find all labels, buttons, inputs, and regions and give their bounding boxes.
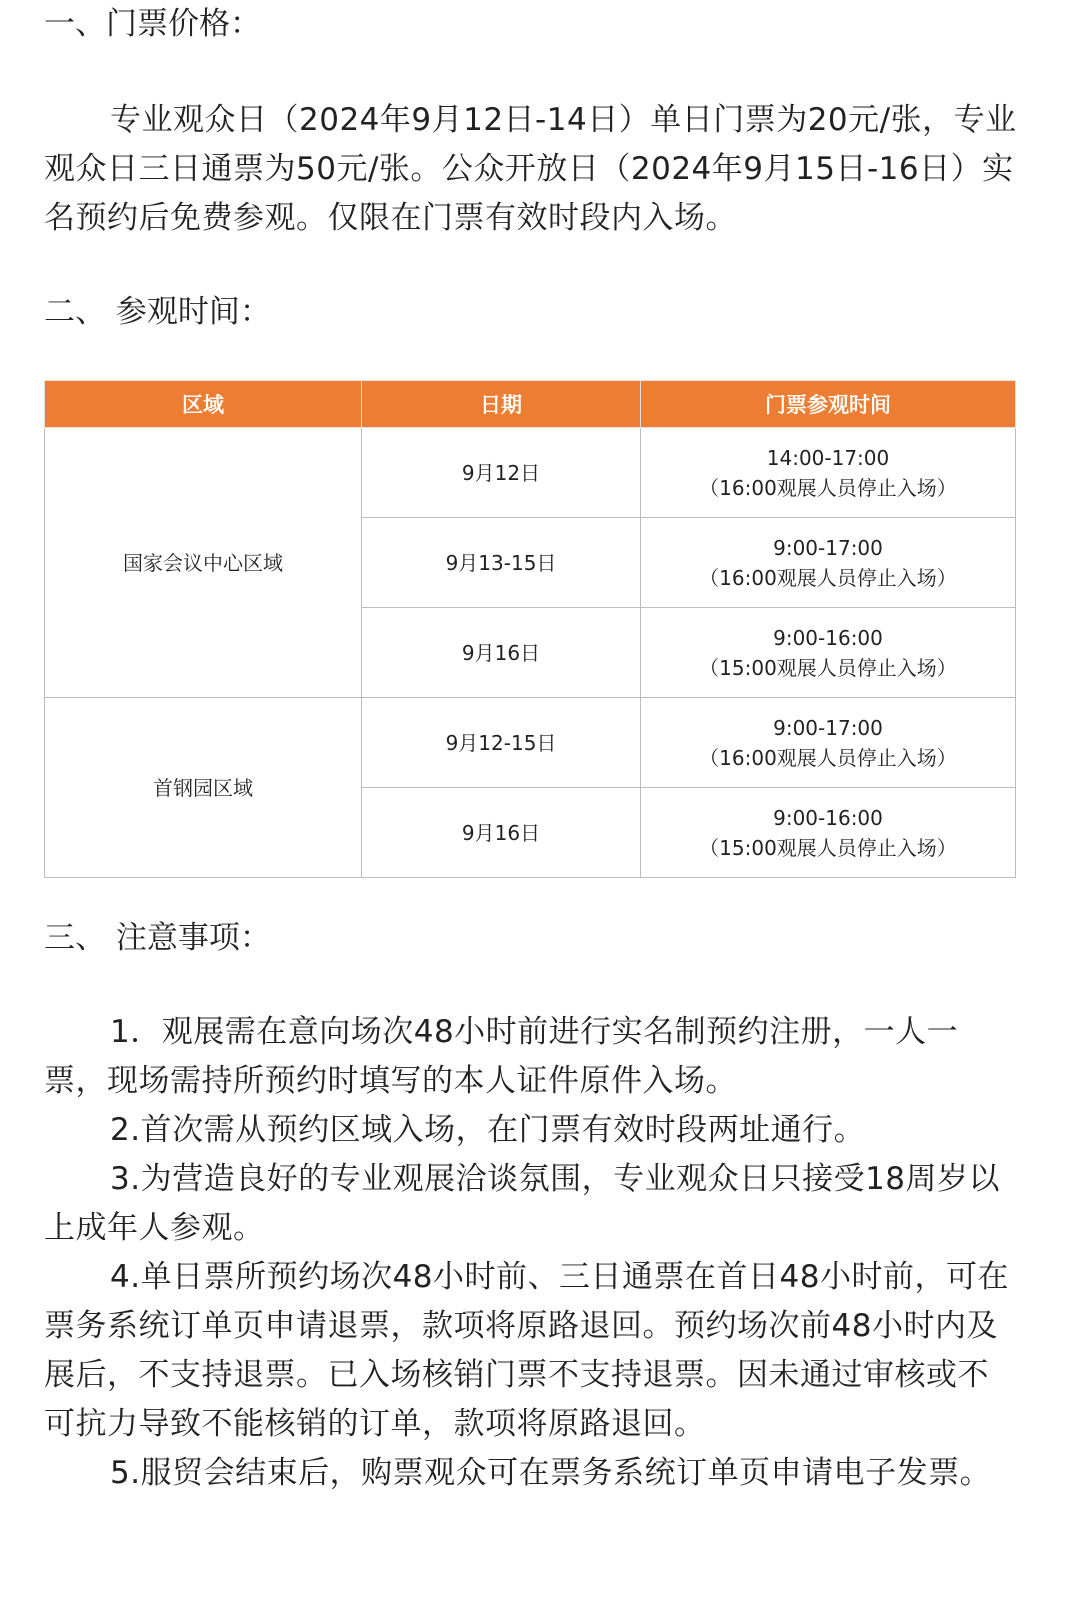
time-range: 9:00-17:00 [773,715,883,740]
time-cell [641,698,1016,788]
time-cell [641,428,1016,518]
schedule-table [44,380,1016,878]
time-range: 9:00-17:00 [773,535,883,560]
time-range: 9:00-16:00 [773,625,883,650]
note-item-5: 5.服贸会结束后，购票观众可在票务系统订单页申请电子发票。 [110,1455,992,1491]
table-row [45,698,1016,788]
table-header-row [45,381,1016,428]
table-row [45,428,1016,518]
note-item-2: 2.首次需从预约区域入场，在门票有效时段两址通行。 [110,1112,866,1148]
date-cell: 9月12-15日 [362,698,641,788]
date-cell: 9月12日 [362,428,641,518]
area-cell: 国家会议中心区域 [45,428,362,698]
area-cell: 首钢园区域 [45,698,362,878]
note-item-3: 3.为营造良好的专业观展洽谈氛围，专业观众日只接受18周岁以上成年人参观。 [44,1161,1001,1246]
section-heading-notes: 三、 注意事项： [44,920,271,956]
time-cell [641,608,1016,698]
note-item-1: 1．观展需在意向场次48小时前进行实名制预约注册，一人一票，现场需持所预约时填写的本人证件原件入场。 [44,1014,959,1099]
time-note: （15:00观展人员停止入场） [699,655,957,680]
time-cell [641,518,1016,608]
header-area: 区域 [45,381,362,428]
time-note: （16:00观展人员停止入场） [699,745,957,770]
header-date: 日期 [362,381,641,428]
note-item-4: 4.单日票所预约场次48小时前、三日通票在首日48小时前，可在票务系统订单页申请退票，款项将原路退回。预约场次前48小时内及展后，不支持退票。已入场核销门票不支持退票。因未通过审核或不可抗力导致不能核销的订单，款项将原路退回。 [44,1259,1009,1442]
time-cell [641,788,1016,878]
time-note: （16:00观展人员停止入场） [699,475,957,500]
date-cell: 9月16日 [362,788,641,878]
date-cell: 9月16日 [362,608,641,698]
time-note: （16:00观展人员停止入场） [699,565,957,590]
section-heading-visit-time: 二、 参观时间： [44,294,271,330]
time-note: （15:00观展人员停止入场） [699,835,957,860]
time-range: 14:00-17:00 [766,445,890,470]
date-cell: 9月13-15日 [362,518,641,608]
time-range: 9:00-16:00 [773,805,883,830]
section-heading-ticket-price: 一、门票价格： [44,6,261,42]
ticket-price-paragraph: 专业观众日（2024年9月12日-14日）单日门票为20元/张，专业观众日三日通票为50元/张。公众开放日（2024年9月15日-16日）实名预约后免费参观。仅限在门票有效时段内入场。 [44,102,1017,236]
header-time: 门票参观时间 [641,381,1016,428]
